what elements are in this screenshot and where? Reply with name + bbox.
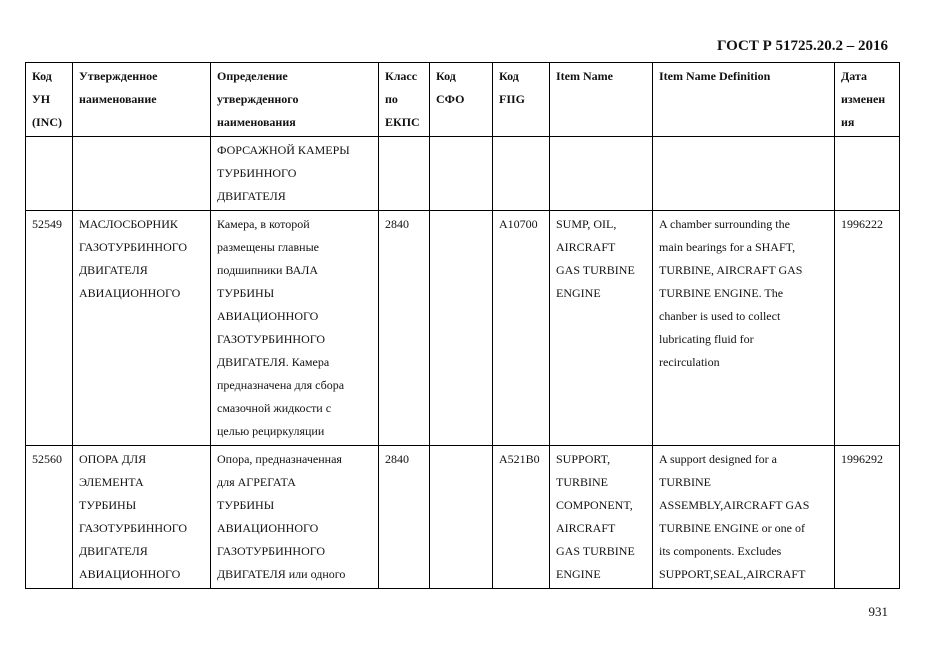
cell-change-date (835, 211, 900, 446)
cell-text-line: A521B0 (499, 452, 540, 466)
cell-text-line: ЭЛЕМЕНТА (79, 475, 144, 489)
cell-text-line: ДВИГАТЕЛЯ или одного (217, 567, 346, 581)
cell-text-line: ГАЗОТУРБИННОГО (217, 544, 326, 558)
cell-text-line: 1996292 (841, 452, 883, 466)
col-header-sfo-code (430, 63, 493, 137)
cell-text-line: ГАЗОТУРБИННОГО (79, 521, 188, 535)
cell-text-line: АВИАЦИОННОГО (79, 286, 181, 300)
cell-text-line: GAS TURBINE (556, 544, 635, 558)
cell-text-line: chanber is used to collect (659, 309, 781, 323)
cell-item-name (550, 446, 653, 589)
cell-text-line: ФОРСАЖНОЙ КАМЕРЫ (217, 143, 350, 157)
cell-sfo-code (430, 446, 493, 589)
cell-text-line: МАСЛОСБОРНИК (79, 217, 178, 231)
cell-text-line: A chamber surrounding the (659, 217, 790, 231)
cell-text-line: TURBINE ENGINE. The (659, 286, 784, 300)
cell-fiig-code (493, 211, 550, 446)
cell-text-line: Утвержденное (79, 69, 158, 83)
cell-text-line: УН (32, 92, 51, 106)
cell-definition (211, 446, 379, 589)
cell-text-line: смазочной жидкости с (217, 401, 332, 415)
cell-text-line: АВИАЦИОННОГО (217, 521, 319, 535)
col-header-item-name (550, 63, 653, 137)
col-header-fiig-code (493, 63, 550, 137)
cell-text-line: 2840 (385, 217, 409, 231)
col-header-class (379, 63, 430, 137)
table-header-row (26, 63, 900, 137)
col-header-change-date (835, 63, 900, 137)
cell-inc (26, 211, 73, 446)
document-code-header: ГОСТ Р 51725.20.2 – 2016 (716, 38, 888, 54)
cell-class (379, 137, 430, 211)
cell-text-line: ДВИГАТЕЛЯ (79, 544, 148, 558)
cell-text-line: для АГРЕГАТА (217, 475, 296, 489)
cell-text-line: TURBINE ENGINE or one of (659, 521, 805, 535)
cell-text-line: наименование (79, 92, 157, 106)
cell-text-line: СФО (436, 92, 465, 106)
table-row (26, 446, 900, 589)
cell-text-line: ТУРБИННОГО (217, 166, 297, 180)
col-header-item-name-definition (653, 63, 835, 137)
cell-text-line: ЕКПС (385, 115, 420, 129)
cell-text-line: по (385, 92, 398, 106)
cell-text-line: ия (841, 115, 855, 129)
cell-text-line: ОПОРА ДЛЯ (79, 452, 147, 466)
cell-text-line: Код (499, 69, 519, 83)
cell-item-name (550, 137, 653, 211)
cell-sfo-code (430, 211, 493, 446)
col-header-approved-name (73, 63, 211, 137)
cell-text-line: Определение (217, 69, 288, 83)
cell-text-line: A support designed for a (659, 452, 777, 466)
cell-text-line: SUPPORT,SEAL,AIRCRAFT (659, 567, 806, 581)
cell-text-line: предназначена для сбора (217, 378, 345, 392)
cell-text-line: GAS TURBINE (556, 263, 635, 277)
cell-text-line: ГАЗОТУРБИННОГО (217, 332, 326, 346)
cell-text-line: recirculation (659, 355, 720, 369)
cell-text-line: ENGINE (556, 567, 601, 581)
cell-approved-name (73, 446, 211, 589)
cell-text-line: ДВИГАТЕЛЯ. Камера (217, 355, 330, 369)
cell-definition (211, 137, 379, 211)
cell-class (379, 446, 430, 589)
cell-text-line: 1996222 (841, 217, 883, 231)
page-number: 931 (868, 604, 888, 619)
cell-text-line: Код (32, 69, 52, 83)
cell-text-line: ТУРБИНЫ (217, 498, 275, 512)
table-row (26, 137, 900, 211)
cell-item-name-definition (653, 137, 835, 211)
cell-text-line: Код (436, 69, 456, 83)
cell-text-line: размещены главные (217, 240, 319, 254)
cell-text-line: its components. Excludes (659, 544, 782, 558)
cell-text-line: ТУРБИНЫ (217, 286, 275, 300)
cell-text-line: SUMP, OIL, (556, 217, 617, 231)
cell-text-line: AIRCRAFT (556, 240, 616, 254)
cell-sfo-code (430, 137, 493, 211)
table-row (26, 211, 900, 446)
cell-text-line: SUPPORT, (556, 452, 611, 466)
cell-text-line: (INC) (32, 115, 62, 129)
cell-text-line: 2840 (385, 452, 409, 466)
cell-text-line: ASSEMBLY,AIRCRAFT GAS (659, 498, 810, 512)
cell-text-line: lubricating fluid for (659, 332, 754, 346)
cell-text-line: наименования (217, 115, 296, 129)
cell-text-line: main bearings for a SHAFT, (659, 240, 796, 254)
cell-approved-name (73, 211, 211, 446)
cell-text-line: TURBINE, AIRCRAFT GAS (659, 263, 803, 277)
cell-text-line: АВИАЦИОННОГО (217, 309, 319, 323)
cell-text-line: Опора, предназначенная (217, 452, 342, 466)
cell-text-line: подшипники ВАЛА (217, 263, 319, 277)
cell-text-line: Дата (841, 69, 867, 83)
cell-definition (211, 211, 379, 446)
cell-inc (26, 137, 73, 211)
cell-text-line: AIRCRAFT (556, 521, 616, 535)
cell-text-line: Камера, в которой (217, 217, 310, 231)
cell-text-line: FIIG (499, 92, 526, 106)
cell-text-line: ГАЗОТУРБИННОГО (79, 240, 188, 254)
cell-text-line: ТУРБИНЫ (79, 498, 137, 512)
catalog-table (25, 62, 900, 589)
cell-text-line: ENGINE (556, 286, 601, 300)
cell-text-line: целью рециркуляции (217, 424, 325, 438)
cell-text-line: TURBINE (556, 475, 608, 489)
cell-approved-name (73, 137, 211, 211)
cell-class (379, 211, 430, 446)
cell-text-line: утвержденного (217, 92, 299, 106)
cell-text-line: A10700 (499, 217, 538, 231)
cell-text-line: ДВИГАТЕЛЯ (217, 189, 286, 203)
cell-text-line: 52549 (32, 217, 62, 231)
cell-fiig-code (493, 446, 550, 589)
cell-inc (26, 446, 73, 589)
cell-text-line: Item Name Definition (659, 69, 771, 83)
cell-fiig-code (493, 137, 550, 211)
cell-item-name-definition (653, 211, 835, 446)
cell-change-date (835, 137, 900, 211)
cell-item-name-definition (653, 446, 835, 589)
cell-text-line: TURBINE (659, 475, 711, 489)
cell-text-line: 52560 (32, 452, 62, 466)
cell-text-line: изменен (841, 92, 886, 106)
cell-text-line: COMPONENT, (556, 498, 633, 512)
col-header-definition (211, 63, 379, 137)
col-header-inc (26, 63, 73, 137)
cell-item-name (550, 211, 653, 446)
cell-text-line: Класс (385, 69, 418, 83)
cell-text-line: Item Name (556, 69, 613, 83)
cell-text-line: АВИАЦИОННОГО (79, 567, 181, 581)
cell-text-line: ДВИГАТЕЛЯ (79, 263, 148, 277)
cell-change-date (835, 446, 900, 589)
